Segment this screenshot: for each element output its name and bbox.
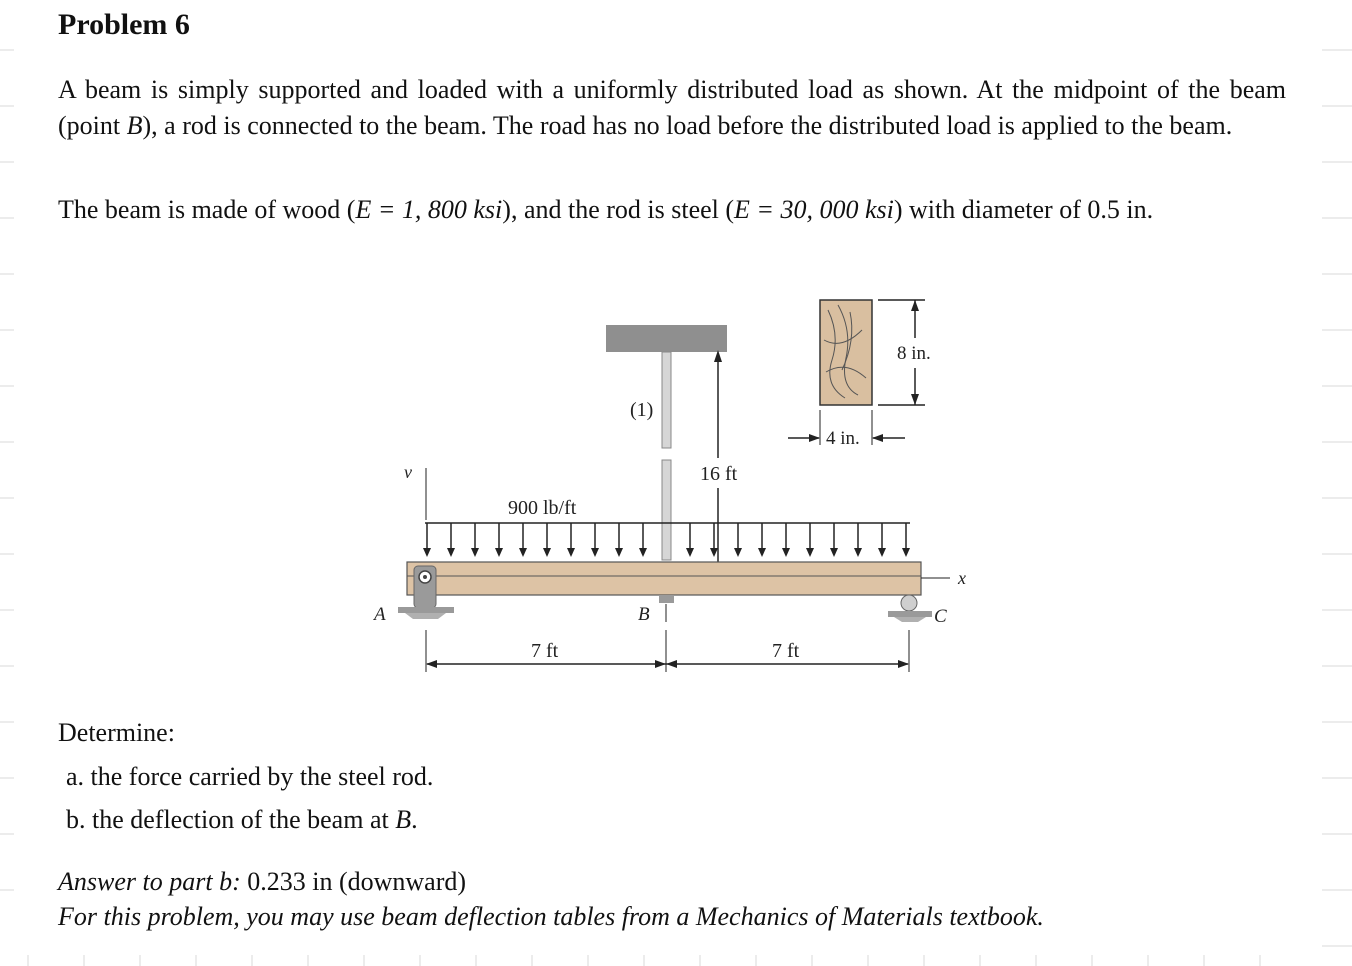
ceiling-support [606,325,727,352]
load-label: 900 lb/ft [508,497,577,519]
height-label: 8 in. [897,343,931,364]
point-b-label: B [638,604,650,625]
rod-connection [659,595,674,603]
textbook-note: For this problem, you may use beam deflection tables from a Mechanics of Materials textbook. [58,902,1044,931]
determine-heading: Determine: [58,718,175,747]
answer-part-b [58,867,466,897]
answer-label: Answer to part b: [58,867,241,896]
roller-support-c [901,595,917,611]
steel-rod [662,352,671,448]
beam-cross-section [820,300,872,405]
wood-beam [407,562,921,595]
steel-rod-lower [662,460,671,560]
wood-modulus: E = 1, 800 ksi [355,195,503,224]
span-left-label: 7 ft [531,640,559,662]
span-right-label: 7 ft [772,640,800,662]
point-c-label: C [934,606,947,627]
rod-length-label: 16 ft [700,463,738,485]
question-b: b. the deflection of the beam at B. [66,805,418,834]
v-axis-label: v [404,462,412,482]
answer-value: 0.233 in (downward) [247,867,467,896]
point-b-ref: B [126,110,143,140]
steel-modulus: E = 30, 000 ksi [734,195,894,224]
rod-label: (1) [630,399,654,421]
problem-description: A beam is simply supported and loaded with a uniformly distributed load as shown. At the midpoint of the beam (point B), a rod is connected to the beam. The road has no load before the distributed load is applied to the beam. [58,75,1286,140]
point-a-label: A [374,604,386,625]
question-a: a. the force carried by the steel rod. [66,762,434,791]
width-label: 4 in. [826,428,860,449]
x-axis-label: x [958,568,966,588]
material-properties: The beam is made of wood (E = 1, 800 ksi), and the rod is steel (E = 30, 000 ksi) with diameter of 0.5 in. [58,195,1154,224]
problem-title: Problem 6 [58,8,190,41]
